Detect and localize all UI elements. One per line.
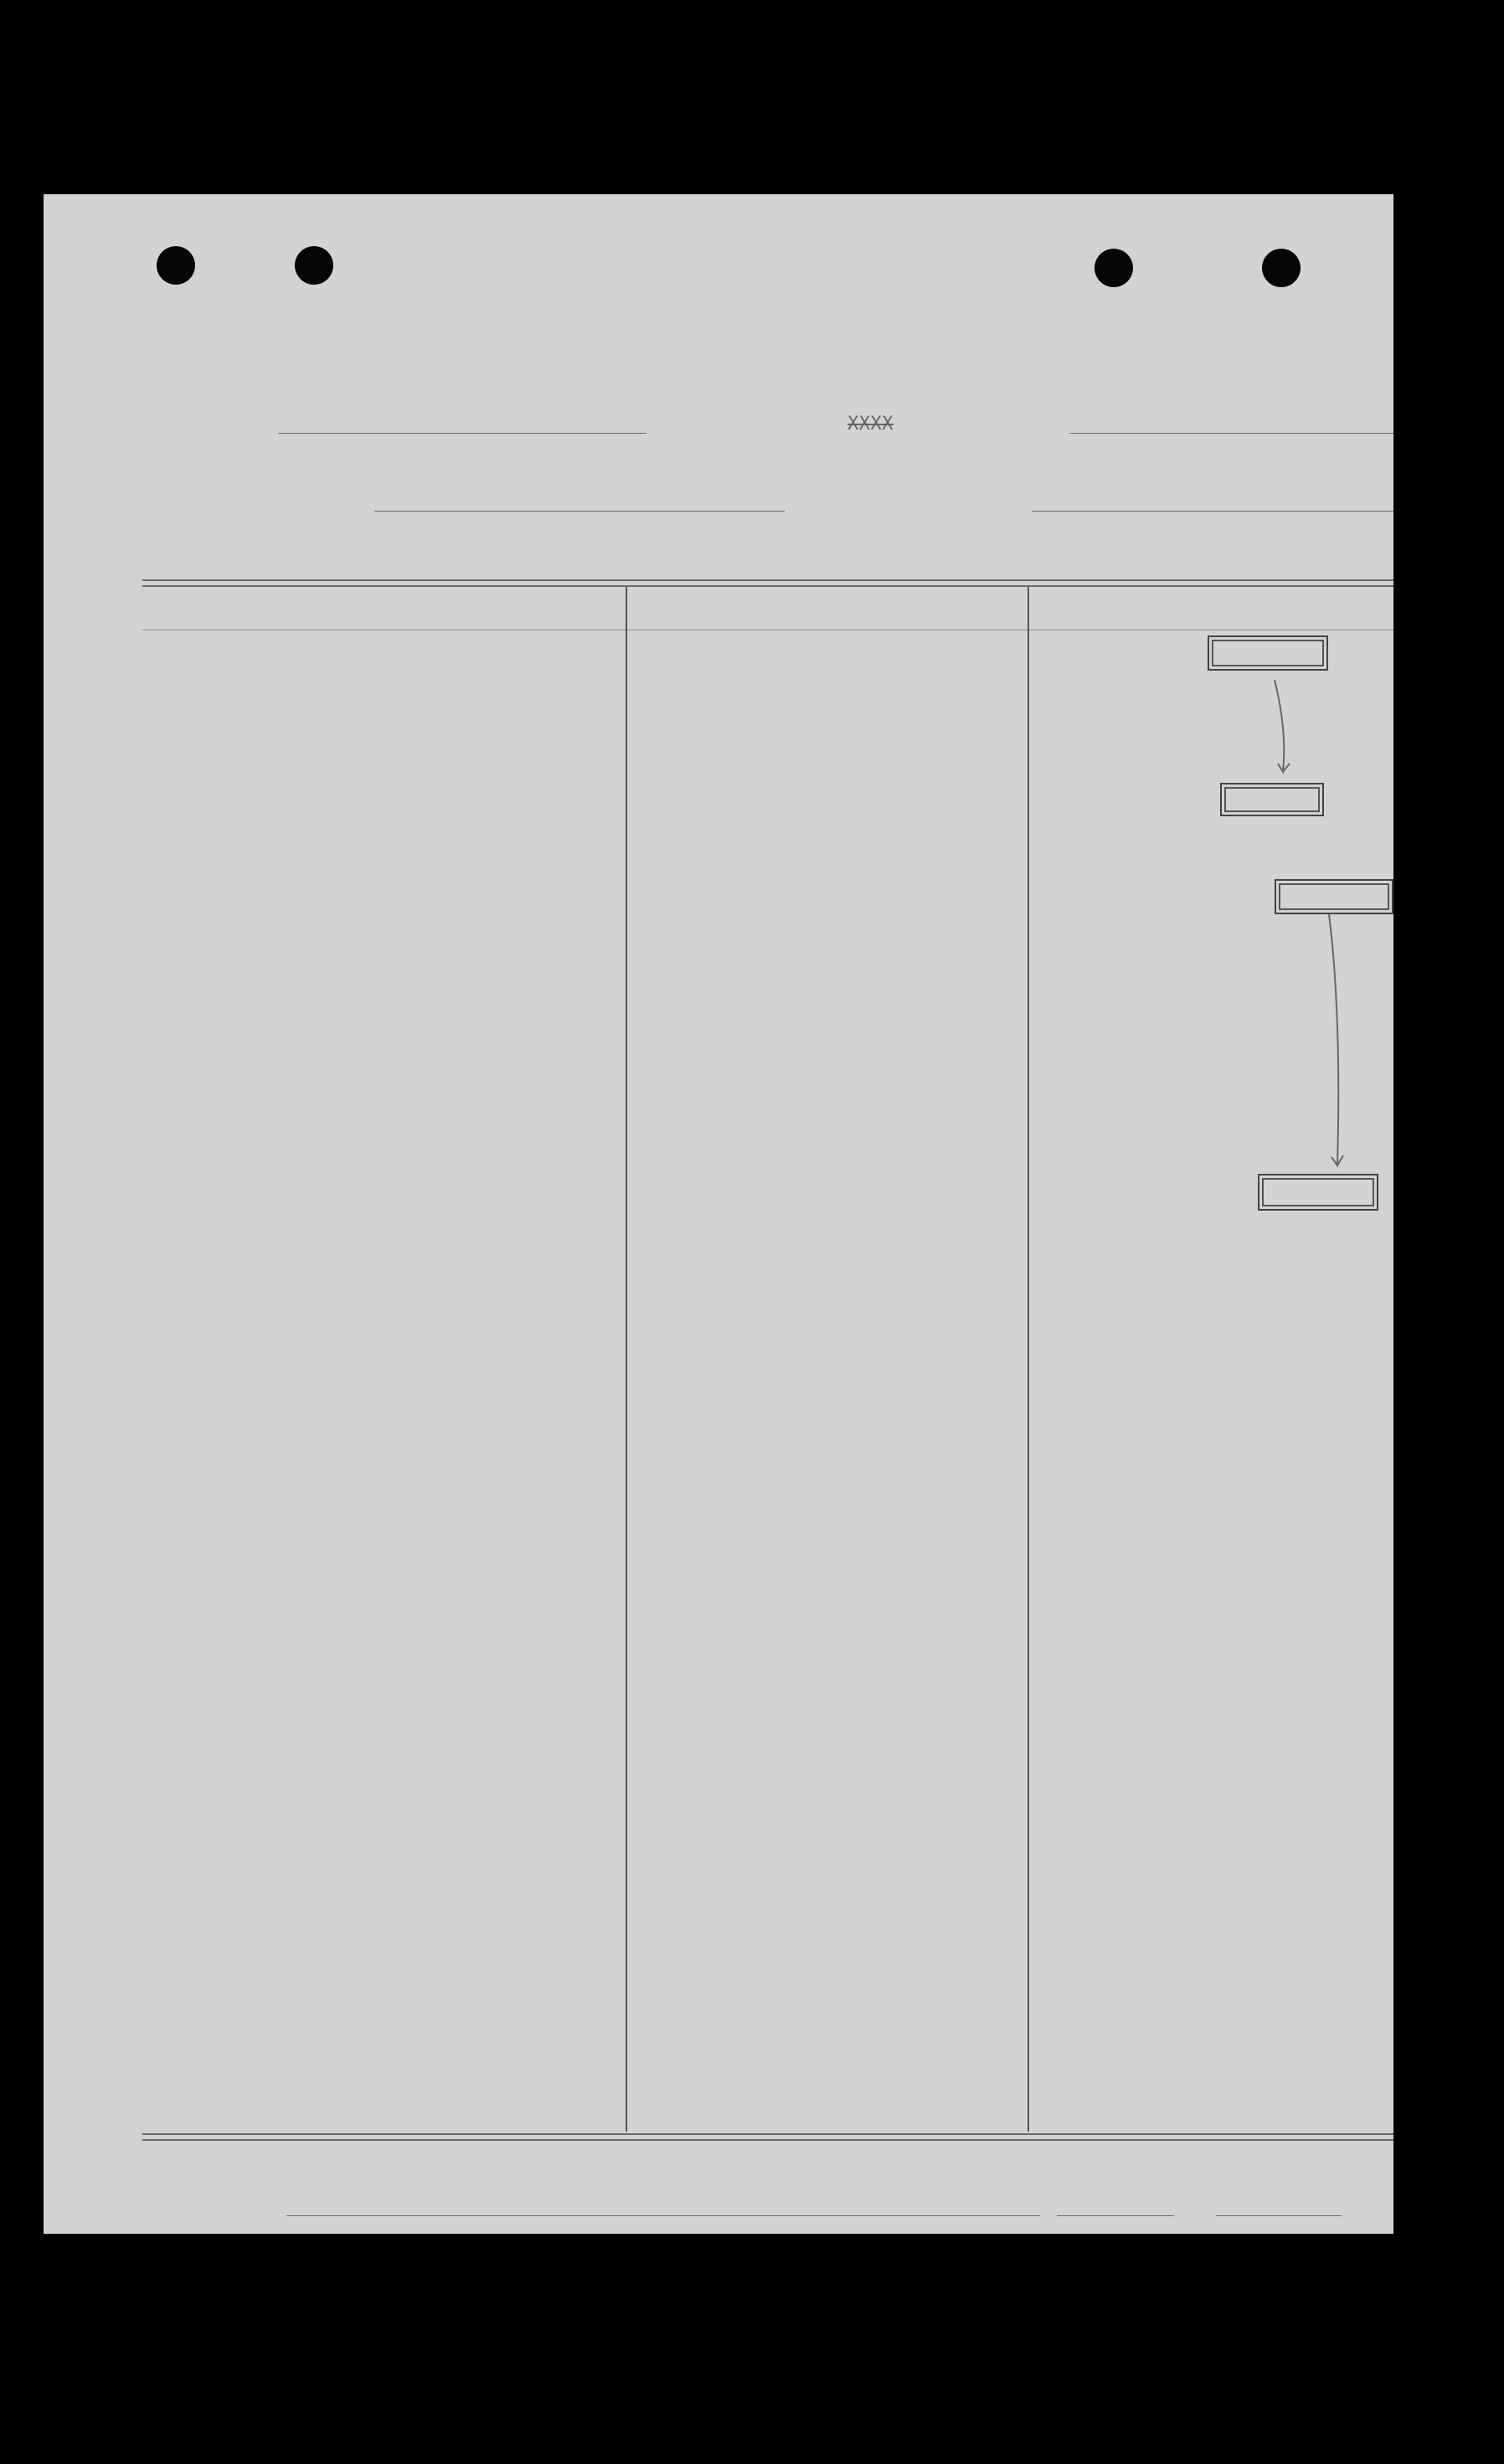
check-marks [626,630,1028,1216]
prepared-by-underline [286,2215,1040,2216]
punch-hole [1262,249,1301,287]
punch-hole [157,246,195,285]
table-top-rule [142,579,1393,581]
table-bottom-rule [142,2133,1393,2135]
of-underline [1216,2215,1342,2216]
column-divider [1028,587,1029,2132]
table-top-rule [142,585,1393,587]
page-underline [1057,2215,1174,2216]
date-underline [1069,433,1393,434]
manifest-sheet [44,194,1393,2234]
punch-hole [1095,249,1133,287]
flight-number: XXXX [847,414,894,435]
aircraft-underline [278,433,646,434]
table-bottom-rule [142,2139,1393,2141]
embarkation-underline [374,511,785,512]
stamp-bracket-lines [1224,663,1392,1182]
disembarkation-underline [1032,511,1393,512]
punch-hole [295,246,333,285]
